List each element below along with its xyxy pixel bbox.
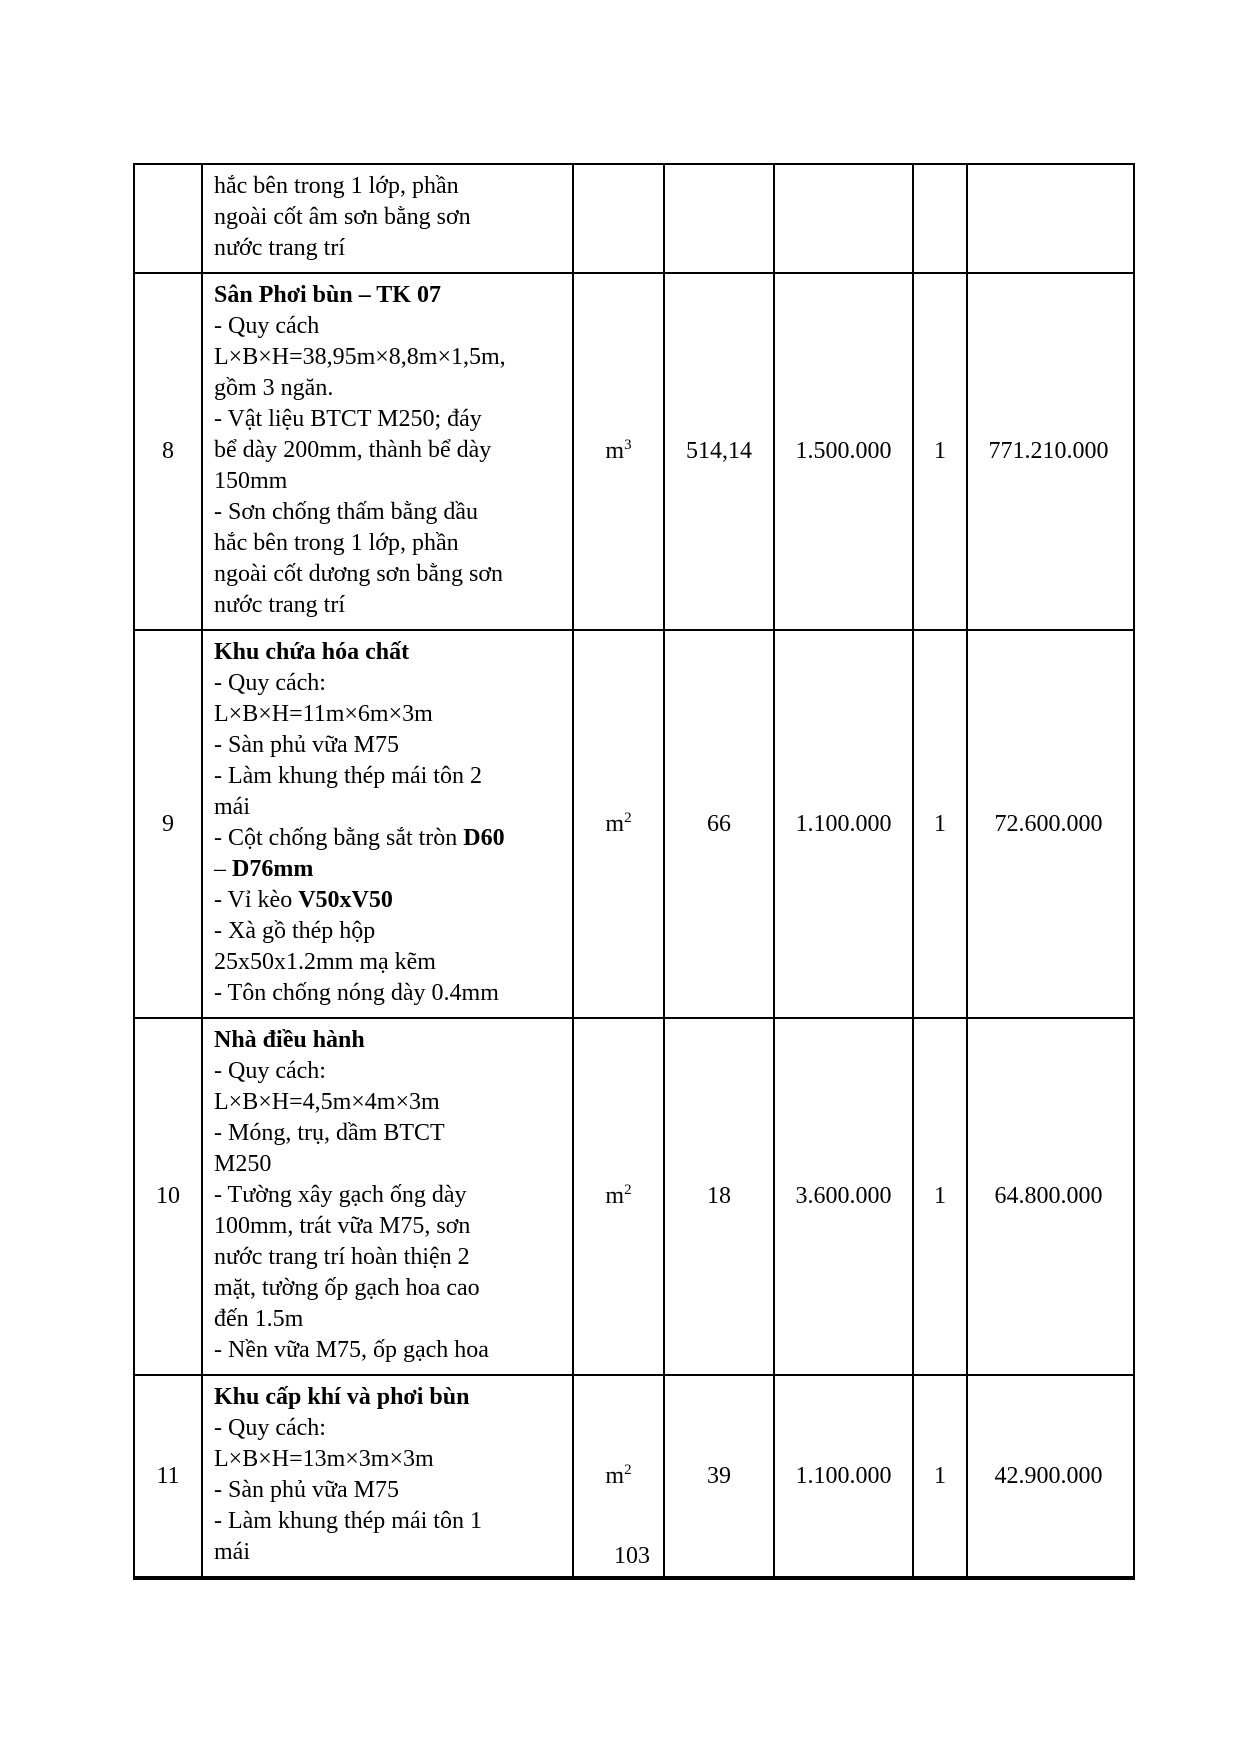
quantity-cell (665, 165, 775, 272)
count-cell (914, 274, 968, 629)
description-line: - Quy cách: (214, 1058, 326, 1084)
unit-price-value: 1.100.000 (795, 810, 892, 837)
description-line: 25x50x1.2mm mạ kẽm (214, 949, 436, 975)
unit-price-cell (775, 165, 914, 272)
quantity-value: 66 (707, 810, 731, 837)
description-cell (203, 631, 574, 1017)
description-line: - Cột chống bằng sắt tròn D60 (214, 825, 505, 851)
unit-value: $m^2$ (605, 1182, 632, 1209)
table-row (135, 165, 1133, 274)
description-line: mái (214, 1539, 250, 1565)
description-line: - Vỉ kèo V50xV50 (214, 887, 393, 913)
description-line: gồm 3 ngăn. (214, 375, 334, 401)
description-line: 100mm, trát vữa M75, sơn (214, 1213, 471, 1239)
description-line: - Tôn chống nóng dày 0.4mm (214, 980, 499, 1006)
description-line: ngoài cốt dương sơn bằng sơn (214, 561, 504, 587)
table-row (135, 631, 1133, 1019)
description-cell (203, 1019, 574, 1374)
description-line: L×B×H=4,5m×4m×3m (214, 1089, 440, 1115)
unit-price-value: 1.100.000 (795, 1462, 892, 1489)
count-value: 1 (934, 438, 946, 464)
description-line: - Quy cách (214, 313, 320, 339)
description-line: - Sàn phủ vữa M75 (214, 1477, 399, 1503)
count-cell (914, 631, 968, 1017)
description-line: hắc bên trong 1 lớp, phần (214, 530, 459, 556)
row-number-cell (135, 274, 203, 629)
row-number: 8 (162, 438, 174, 464)
description-line: đến 1.5m (214, 1306, 304, 1332)
description-line: - Quy cách: (214, 1415, 326, 1441)
description-line: - Làm khung thép mái tôn 1 (214, 1508, 482, 1534)
description-line: M250 (214, 1151, 272, 1177)
description-line: nước trang trí (214, 592, 345, 618)
description-line: 150mm (214, 468, 288, 494)
unit-price-cell (775, 631, 914, 1017)
total-value: 42.900.000 (994, 1462, 1103, 1489)
page-number: 103 (614, 1543, 650, 1569)
count-value: 1 (934, 1183, 946, 1209)
total-value: 771.210.000 (988, 438, 1109, 464)
quantity-value: 514,14 (686, 438, 752, 464)
unit-cell (574, 274, 665, 629)
item-title: Sân Phơi bùn – TK 07 (214, 282, 441, 308)
unit-value: $m^3$ (605, 437, 632, 464)
unit-price-value: 1.500.000 (795, 438, 892, 464)
total-cell (968, 165, 1129, 272)
description-line: - Vật liệu BTCT M250; đáy (214, 406, 482, 432)
description-line: nước trang trí (214, 235, 345, 261)
description-line: mặt, tường ốp gạch hoa cao (214, 1275, 480, 1301)
row-number-cell (135, 1019, 203, 1374)
description-cell (203, 165, 574, 272)
description-line: - Sơn chống thấm bằng dầu (214, 499, 478, 525)
table-row (135, 1019, 1133, 1376)
description-line: - Quy cách: (214, 670, 326, 696)
quantity-cell (665, 274, 775, 629)
description-line: - Móng, trụ, dầm BTCT (214, 1120, 445, 1146)
count-cell (914, 165, 968, 272)
description-line: ngoài cốt âm sơn bằng sơn (214, 204, 471, 230)
unit-value: $m^2$ (605, 1461, 632, 1489)
count-value: 1 (934, 810, 946, 837)
unit-cell (574, 165, 665, 272)
item-title: Khu chứa hóa chất (214, 639, 410, 665)
description-line: bể dày 200mm, thành bể dày (214, 437, 492, 463)
description-line: - Xà gồ thép hộp (214, 918, 376, 944)
description-line: L×B×H=11m×6m×3m (214, 701, 433, 727)
description-line: - Nền vữa M75, ốp gạch hoa (214, 1337, 489, 1363)
total-cell (968, 274, 1129, 629)
row-number: 11 (156, 1462, 180, 1489)
total-cell (968, 631, 1129, 1017)
row-number: 10 (156, 1183, 180, 1209)
description-line: hắc bên trong 1 lớp, phần (214, 173, 459, 199)
total-value: 64.800.000 (994, 1183, 1103, 1209)
unit-price-cell (775, 274, 914, 629)
quantity-value: 18 (707, 1183, 731, 1209)
description-line: - Sàn phủ vữa M75 (214, 732, 399, 758)
unit-cell (574, 631, 665, 1017)
cost-table (133, 163, 1135, 1580)
description-line: L×B×H=13m×3m×3m (214, 1446, 434, 1472)
unit-value: $m^2$ (605, 809, 632, 837)
description-line: mái (214, 794, 250, 820)
unit-price-value: 3.600.000 (795, 1183, 892, 1209)
description-line: - Tường xây gạch ống dày (214, 1182, 467, 1208)
description-line: nước trang trí hoàn thiện 2 (214, 1244, 470, 1270)
quantity-cell (665, 631, 775, 1017)
description-line: – D76mm (214, 856, 314, 882)
table-row (135, 274, 1133, 631)
description-line: L×B×H=38,95m×8,8m×1,5m, (214, 344, 506, 370)
item-title: Khu cấp khí và phơi bùn (214, 1384, 470, 1410)
row-number-cell (135, 631, 203, 1017)
unit-price-cell (775, 1019, 914, 1374)
item-title: Nhà điều hành (214, 1027, 365, 1053)
count-cell (914, 1019, 968, 1374)
row-number: 9 (162, 810, 174, 837)
total-cell (968, 1019, 1129, 1374)
count-value: 1 (934, 1462, 946, 1489)
total-value: 72.600.000 (994, 810, 1103, 837)
row-number-cell (135, 165, 203, 272)
quantity-value: 39 (707, 1462, 731, 1489)
description-line: - Làm khung thép mái tôn 2 (214, 763, 482, 789)
unit-cell (574, 1019, 665, 1374)
quantity-cell (665, 1019, 775, 1374)
description-cell (203, 274, 574, 629)
